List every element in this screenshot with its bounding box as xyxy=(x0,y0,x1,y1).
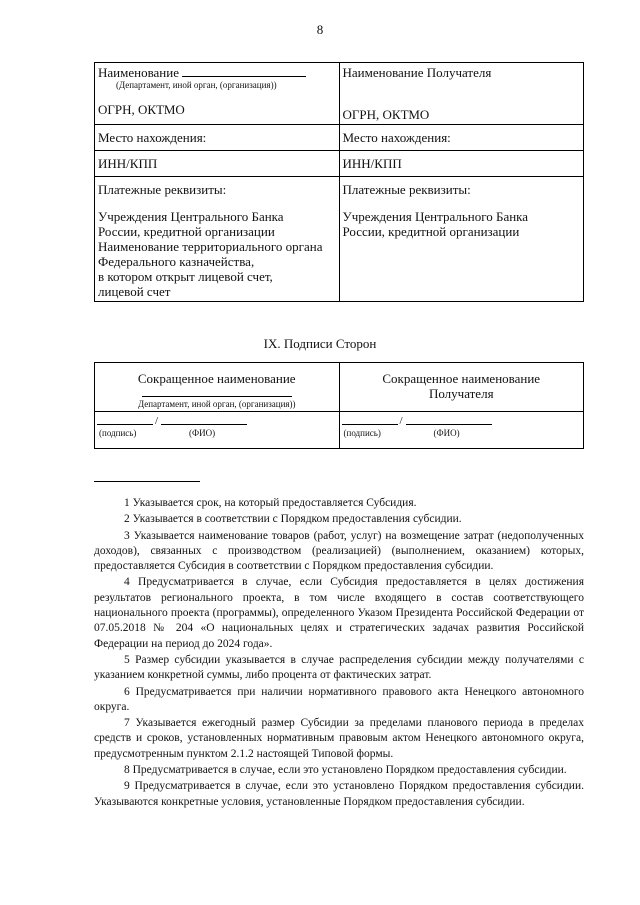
right-payment-cell xyxy=(339,177,584,302)
right-ogrn: ОГРН, ОКТМО xyxy=(342,107,430,122)
right-signature-title-1: Сокращенное наименование xyxy=(382,371,541,386)
left-bank-line: Федерального казначейства, xyxy=(98,254,255,269)
right-location: Место нахождения: xyxy=(339,125,584,151)
section-title: IX. Подписи Сторон xyxy=(263,336,377,351)
right-inn: ИНН/КПП xyxy=(339,151,584,177)
left-payment: Платежные реквизиты: xyxy=(98,182,227,197)
footnote-item: 3 Указывается наименование товаров (работ, услуг) на возмещение затрат (недополученных доходов), связанных с производством (реализацией) (выполнением, оказанием) которых, предоставляется Субсидия в соответствии с Порядком предоставления субсидии. xyxy=(94,529,584,573)
right-signature-head xyxy=(339,363,584,412)
footnote-item: 6 Предусматривается при наличии нормативного правового акта Ненецкого автономного округа. xyxy=(94,685,584,713)
right-sign-caption: (подпись) xyxy=(343,428,381,438)
left-sign-caption: (подпись) xyxy=(99,428,137,438)
right-name-cell xyxy=(339,63,584,125)
signatures-table xyxy=(94,362,584,449)
right-fio-caption: (ФИО) xyxy=(433,428,460,438)
left-name-hint: (Департамент, иной орган, (организация)) xyxy=(116,80,277,90)
footnote-separator xyxy=(94,481,200,482)
left-payment-cell xyxy=(95,177,340,302)
footnote-item: 4 Предусматривается в случае, если Субсидия предоставляется в целях достижения результатов регионального проекта, в том числе входящего в состав соответствующего национального проекта (программы), определенного Указом Президента Российской Федерации от 07.05.2018 № 204 «О национальных целях и стратегических задачах развития Российской Федерации на период до 2024 года». xyxy=(94,576,584,650)
right-bank-line: России, кредитной организации xyxy=(342,224,520,239)
footnote-item: 2 Указывается в соответствии с Порядком предоставления субсидии. xyxy=(124,513,462,526)
left-signature-field[interactable] xyxy=(95,412,340,449)
requisites-table xyxy=(94,62,584,302)
page-number: 8 xyxy=(316,22,324,37)
right-signature-field[interactable] xyxy=(339,412,584,449)
footnote-item: 7 Указывается ежегодный размер Субсидии за пределами планового периода в пределах средств и сроков, установленных нормативным правовым актом Ненецкого автономного округа, предусмотренным пунктом 2.1.2 настоящей Типовой формы. xyxy=(94,717,584,760)
left-ogrn: ОГРН, ОКТМО xyxy=(98,102,185,117)
left-name-line xyxy=(142,390,292,397)
left-signature-head xyxy=(95,363,340,412)
footnote-item: 9 Предусматривается в случае, если это установлено Порядком предоставления субсидии. Указываются конкретные условия, установленные Порядком предоставления субсидии. xyxy=(94,780,584,808)
right-payment: Платежные реквизиты: xyxy=(342,182,471,197)
footnote-item: 8 Предусматривается в случае, если это установлено Порядком предоставления субсидии. xyxy=(124,764,567,777)
left-signature-title: Сокращенное наименование xyxy=(137,371,296,386)
name-underline xyxy=(182,65,306,77)
left-bank-line: Учреждения Центрального Банка xyxy=(98,209,284,224)
footnote-item: 5 Размер субсидии указывается в случае распределения субсидии между получателями с указанием конкретной суммы, либо процента от фактических затрат. xyxy=(94,653,584,682)
right-bank-line: Учреждения Центрального Банка xyxy=(342,209,529,224)
left-bank-line: России, кредитной организации xyxy=(98,224,275,239)
left-location: Место нахождения: xyxy=(95,125,340,151)
footnote-item: 1 Указывается срок, на который предоставляется Субсидия. xyxy=(124,497,417,509)
footnotes xyxy=(94,496,584,811)
right-signature-title-2: Получателя xyxy=(428,386,494,401)
left-inn: ИНН/КПП xyxy=(95,151,340,177)
left-name-cell xyxy=(95,63,340,125)
left-fio-caption: (ФИО) xyxy=(189,428,216,438)
left-bank-line: лицевой счет xyxy=(98,284,171,299)
left-bank-line: Наименование территориального органа xyxy=(98,239,323,254)
left-bank-line: в котором открыт лицевой счет, xyxy=(98,269,273,284)
left-slash: / xyxy=(155,415,159,427)
right-slash: / xyxy=(399,415,403,427)
left-name-label: Наименование xyxy=(98,65,179,80)
right-name-label: Наименование Получателя xyxy=(342,65,492,80)
left-signature-hint: Департамент, иной орган, (организация)) xyxy=(137,399,296,409)
